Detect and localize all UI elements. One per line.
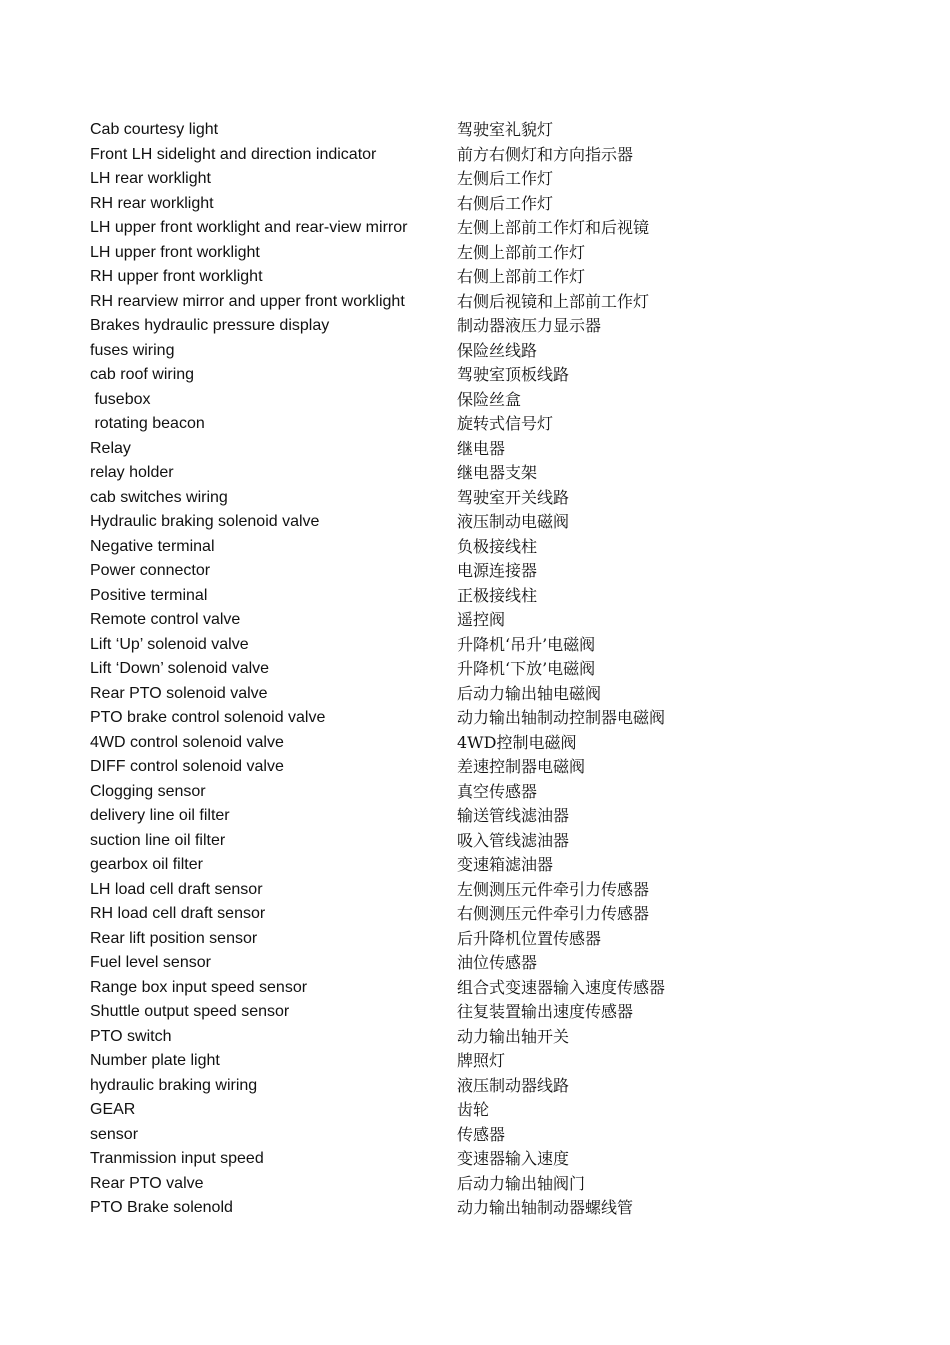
english-term: RH rear worklight <box>90 194 214 212</box>
english-term: PTO brake control solenoid valve <box>90 709 326 726</box>
glossary-row <box>90 559 890 584</box>
english-term: Rear PTO solenoid valve <box>90 684 268 702</box>
english-term: Tranmission input speed <box>90 1150 264 1167</box>
glossary-row <box>90 363 890 388</box>
glossary-row <box>90 927 890 952</box>
glossary-row <box>90 1025 890 1050</box>
english-term: Rear PTO valve <box>90 1174 204 1192</box>
chinese-term: 右侧后工作灯 <box>457 193 554 213</box>
chinese-term: 后动力输出轴电磁阀 <box>457 683 602 703</box>
glossary-row <box>90 290 890 315</box>
english-term: Lift ‘Down’ solenoid valve <box>90 660 270 677</box>
english-term: Fuel level sensor <box>90 954 211 971</box>
english-term: DIFF control solenoid valve <box>90 758 284 775</box>
english-term: LH rear worklight <box>90 170 211 187</box>
glossary-row <box>90 1196 890 1221</box>
chinese-term: 油位传感器 <box>457 953 538 972</box>
english-term: Rear lift position sensor <box>90 929 258 947</box>
english-term: RH load cell draft sensor <box>90 905 266 922</box>
chinese-term: 驾驶室礼貌灯 <box>457 120 554 139</box>
glossary-row <box>90 1074 890 1099</box>
glossary-row <box>90 608 890 633</box>
english-term: Hydraulic braking solenoid valve <box>90 513 320 530</box>
chinese-term: 输送管线滤油器 <box>457 806 570 825</box>
chinese-term: 牌照灯 <box>457 1051 506 1070</box>
glossary-row <box>90 143 890 168</box>
glossary-row <box>90 731 890 756</box>
english-term: Power connector <box>90 562 211 579</box>
english-term: Relay <box>90 439 131 457</box>
glossary-row <box>90 118 890 143</box>
glossary-row <box>90 1098 890 1123</box>
english-term: Cab courtesy light <box>90 121 219 138</box>
glossary-row <box>90 1049 890 1074</box>
english-term: Negative terminal <box>90 537 215 555</box>
english-term: rotating beacon <box>90 415 205 432</box>
glossary-row <box>90 510 890 535</box>
chinese-term: 保险丝线路 <box>457 340 538 360</box>
chinese-term: 电源连接器 <box>457 561 538 580</box>
english-term: Brakes hydraulic pressure display <box>90 317 330 334</box>
glossary-row <box>90 657 890 682</box>
chinese-term: 右侧后视镜和上部前工作灯 <box>457 291 650 311</box>
english-term: fusebox <box>90 390 151 408</box>
glossary-row <box>90 1000 890 1025</box>
glossary-row <box>90 216 890 241</box>
chinese-term: 正极接线柱 <box>457 585 538 605</box>
chinese-term: 左侧上部前工作灯 <box>457 242 586 262</box>
glossary-row <box>90 829 890 854</box>
chinese-term: 右侧上部前工作灯 <box>457 267 586 286</box>
english-term: Range box input speed sensor <box>90 978 308 996</box>
glossary-row <box>90 1147 890 1172</box>
chinese-term: 右侧测压元件牵引力传感器 <box>457 904 650 923</box>
english-term: PTO switch <box>90 1027 172 1045</box>
chinese-term: 驾驶室顶板线路 <box>457 365 570 384</box>
glossary-row <box>90 878 890 903</box>
chinese-term: 后升降机位置传感器 <box>457 928 602 948</box>
chinese-term: 前方右侧灯和方向指示器 <box>457 144 634 164</box>
english-term: suction line oil filter <box>90 831 226 849</box>
english-term: sensor <box>90 1125 139 1143</box>
chinese-term: 制动器液压力显示器 <box>457 316 602 335</box>
glossary-row <box>90 951 890 976</box>
english-term: Number plate light <box>90 1052 220 1069</box>
glossary-row <box>90 388 890 413</box>
chinese-term: 变速箱滤油器 <box>457 855 554 874</box>
glossary-row <box>90 265 890 290</box>
glossary-row <box>90 339 890 364</box>
chinese-term: 动力输出轴制动器螺线管 <box>457 1198 634 1217</box>
english-term: cab roof wiring <box>90 366 195 383</box>
english-term: delivery line oil filter <box>90 807 230 824</box>
glossary-row <box>90 241 890 266</box>
glossary-row <box>90 706 890 731</box>
english-term: RH rearview mirror and upper front worklight <box>90 292 405 310</box>
chinese-term: 动力输出轴开关 <box>457 1026 570 1046</box>
english-term: PTO Brake solenold <box>90 1199 233 1216</box>
chinese-term: 变速器输入速度 <box>457 1149 570 1168</box>
glossary-row <box>90 412 890 437</box>
glossary-row <box>90 1123 890 1148</box>
english-term: cab switches wiring <box>90 488 228 506</box>
glossary-row <box>90 486 890 511</box>
chinese-term: 吸入管线滤油器 <box>457 830 570 850</box>
glossary-row <box>90 437 890 462</box>
glossary-row <box>90 461 890 486</box>
glossary-row <box>90 902 890 927</box>
glossary-row <box>90 584 890 609</box>
chinese-term: 真空传感器 <box>457 781 538 801</box>
chinese-term: 往复装置输出速度传感器 <box>457 1002 634 1021</box>
glossary-row <box>90 853 890 878</box>
english-term: 4WD control solenoid valve <box>90 733 284 751</box>
glossary-row <box>90 633 890 658</box>
glossary-row <box>90 780 890 805</box>
chinese-term: 4WD控制电磁阀 <box>457 732 577 752</box>
english-term: Lift ‘Up’ solenoid valve <box>90 635 249 653</box>
chinese-term: 液压制动器线路 <box>457 1075 570 1095</box>
glossary-row <box>90 314 890 339</box>
glossary-row <box>90 755 890 780</box>
glossary-row <box>90 1172 890 1197</box>
chinese-term: 液压制动电磁阀 <box>457 512 570 531</box>
chinese-term: 驾驶室开关线路 <box>457 487 570 507</box>
chinese-term: 后动力输出轴阀门 <box>457 1173 586 1193</box>
chinese-term: 动力输出轴制动控制器电磁阀 <box>457 708 666 727</box>
chinese-term: 保险丝盒 <box>457 389 522 409</box>
glossary-list <box>90 118 890 1221</box>
english-term: LH load cell draft sensor <box>90 880 263 898</box>
glossary-row <box>90 192 890 217</box>
chinese-term: 左侧后工作灯 <box>457 169 554 188</box>
english-term: LH upper front worklight <box>90 243 260 261</box>
chinese-term: 升降机‘下放’电磁阀 <box>457 659 596 678</box>
english-term: Front LH sidelight and direction indicator <box>90 145 377 163</box>
english-term: Shuttle output speed sensor <box>90 1003 290 1020</box>
glossary-row <box>90 535 890 560</box>
chinese-term: 差速控制器电磁阀 <box>457 757 586 776</box>
chinese-term: 组合式变速器输入速度传感器 <box>457 977 666 997</box>
english-term: fuses wiring <box>90 341 175 359</box>
chinese-term: 齿轮 <box>457 1100 490 1119</box>
chinese-term: 传感器 <box>457 1124 506 1144</box>
chinese-term: 左侧上部前工作灯和后视镜 <box>457 218 650 237</box>
glossary-row <box>90 167 890 192</box>
english-term: relay holder <box>90 464 174 481</box>
english-term: Clogging sensor <box>90 782 206 800</box>
english-term: gearbox oil filter <box>90 856 203 873</box>
english-term: RH upper front worklight <box>90 268 263 285</box>
chinese-term: 升降机‘吊升’电磁阀 <box>457 634 596 654</box>
chinese-term: 继电器支架 <box>457 463 538 482</box>
english-term: LH upper front worklight and rear-view mirror <box>90 219 408 236</box>
english-term: Positive terminal <box>90 586 208 604</box>
chinese-term: 继电器 <box>457 438 506 458</box>
chinese-term: 旋转式信号灯 <box>457 414 554 433</box>
glossary-row <box>90 804 890 829</box>
glossary-row <box>90 976 890 1001</box>
glossary-row <box>90 682 890 707</box>
chinese-term: 遥控阀 <box>457 610 506 629</box>
chinese-term: 负极接线柱 <box>457 536 538 556</box>
english-term: hydraulic braking wiring <box>90 1076 258 1094</box>
english-term: GEAR <box>90 1101 136 1118</box>
chinese-term: 左侧测压元件牵引力传感器 <box>457 879 650 899</box>
english-term: Remote control valve <box>90 611 241 628</box>
